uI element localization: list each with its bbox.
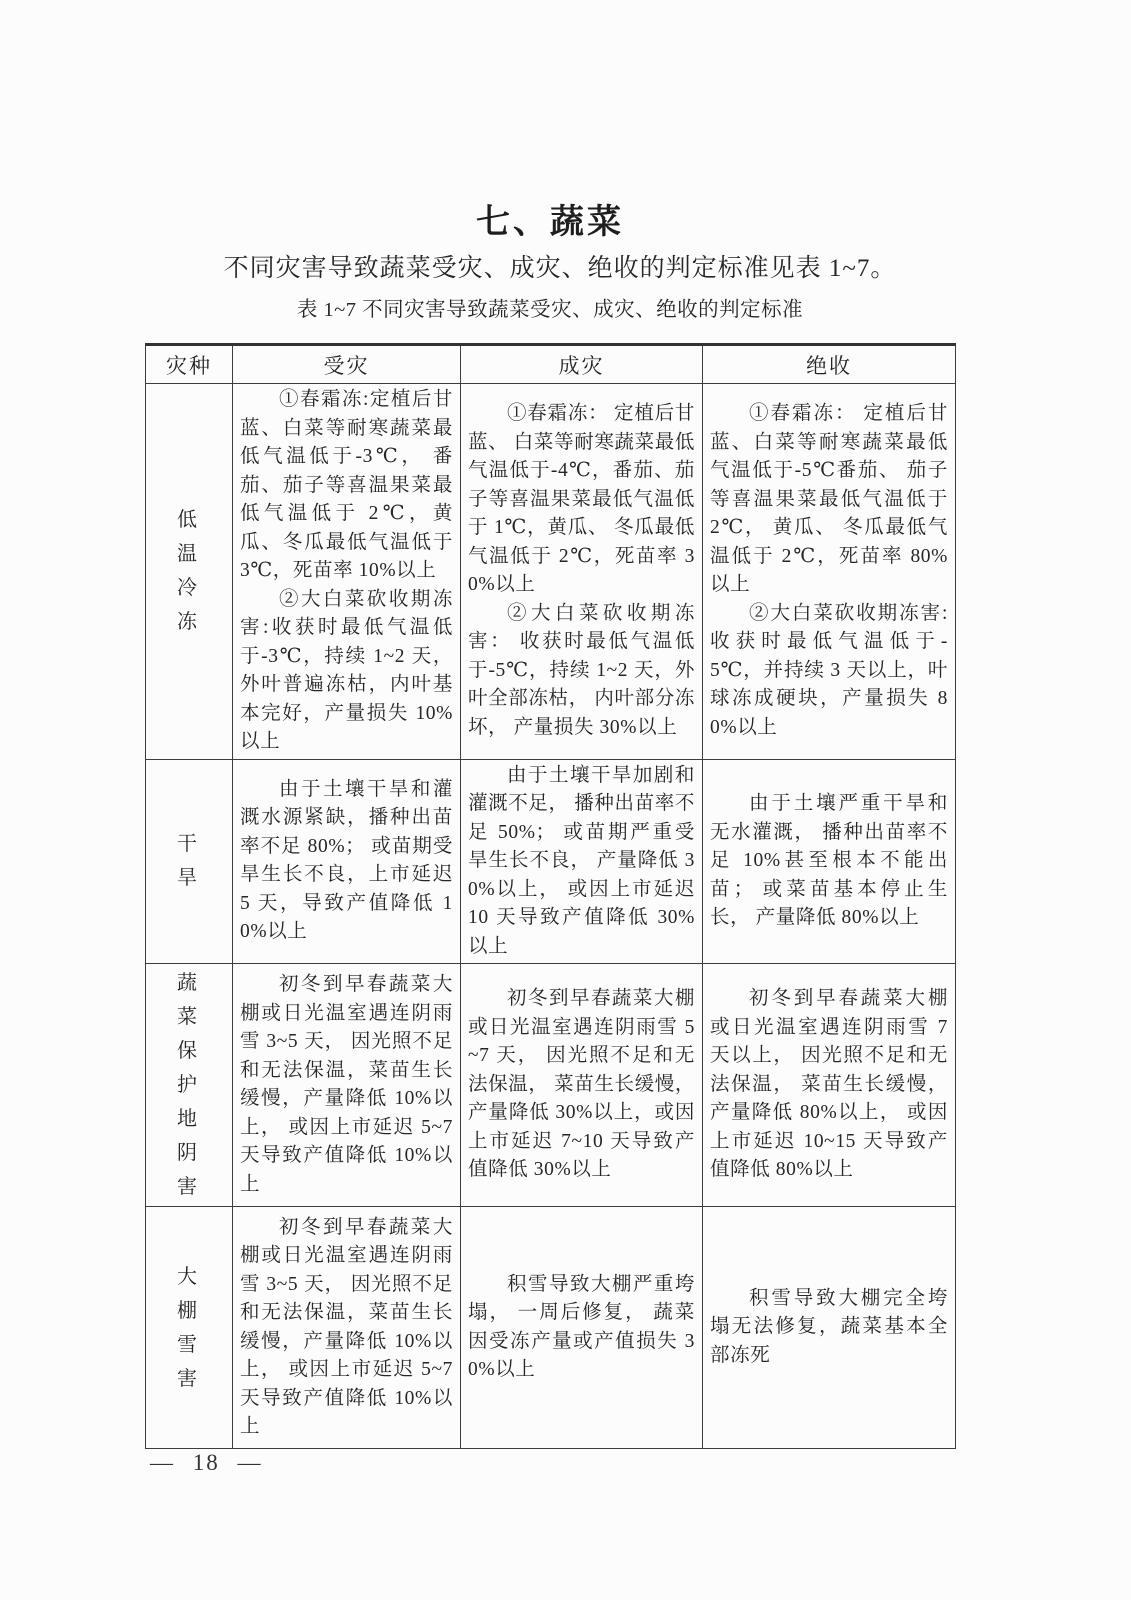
paragraph: ①春霜冻： 定植后甘蓝、 白菜等耐寒蔬菜最低气温低于-4℃，番茄、茄子等喜温果菜最低气温低于 1℃，黄瓜、 冬瓜最低气温低于 2℃，死苗率 30%以上	[468, 403, 695, 596]
cell-chengzai	[461, 964, 703, 1207]
cell-jueshou	[703, 1207, 956, 1449]
table-row-low-temp-freeze	[146, 384, 956, 760]
paragraph: 由于土壤严重干旱和无水灌溉， 播种出苗率不足 10%甚至根本不能出苗； 或菜苗基本停止生长， 产量降低 80%以上	[710, 793, 948, 928]
paragraph: 积雪导致大棚完全垮塌无法修复，蔬菜基本全部冻死	[710, 1287, 948, 1366]
paragraph: ①春霜冻： 定植后甘蓝、白菜等耐寒蔬菜最低气温低于-5℃番茄、 茄子等喜温果菜最低气温低于 2℃， 黄瓜、 冬瓜最低气温低于 2℃，死苗率 80%以上	[710, 403, 948, 596]
row-label-low-temp-freeze	[146, 384, 233, 760]
page-title: 七、蔬菜	[476, 203, 624, 241]
header-row	[146, 345, 956, 384]
paragraph: 由于土壤干旱加剧和灌溉不足， 播种出苗率不足 50%； 或苗期严重受旱生长不良， 产量降低 30%以上， 或因上市延迟 10 天导致产值降低 30%以上	[468, 764, 695, 957]
col-header-disaster: 灾种	[146, 345, 233, 384]
cell-chengzai	[461, 1207, 703, 1449]
paragraph: ②大白菜砍收期冻害:收获时最低气温低于-3℃，持续 1~2 天，外叶普遍冻枯，内叶基本完好，产量损失 10%以上	[240, 588, 453, 752]
paragraph: 由于土壤干旱和灌溉水源紧缺，播种出苗率不足 80%； 或苗期受旱生长不良，上市延迟 5 天，导致产值降低 10%以上	[240, 778, 453, 943]
cell-shouzai	[233, 1207, 461, 1449]
table-row-protected-field-shade	[146, 964, 956, 1207]
criteria-table	[145, 343, 956, 1449]
paragraph: 积雪导致大棚严重垮塌， 一周后修复， 蔬菜因受冻产量或产值损失 30%以上	[468, 1273, 695, 1380]
paragraph: ②大白菜砍收期冻害： 收获时最低气温低于-5℃，持续 1~2 天，外叶全部冻枯， 内叶部分冻坏， 产量损失 30%以上	[468, 602, 695, 738]
row-label-text: 干旱	[177, 833, 201, 890]
table-row-greenhouse-snow	[146, 1207, 956, 1449]
row-label-text: 低温冷冻	[177, 509, 201, 634]
cell-jueshou	[703, 384, 956, 760]
paragraph: 初冬到早春蔬菜大棚或日光温室遇连阴雨雪 5~7 天， 因光照不足和无法保温， 菜苗生长缓慢， 产量降低 30%以上，或因上市延迟 7~10 天导致产值降低 30%以上	[468, 988, 695, 1181]
cell-chengzai	[461, 759, 703, 964]
table-row-drought	[146, 759, 956, 964]
paragraph: 初冬到早春蔬菜大棚或日光温室遇连阴雨雪 7 天以上， 因光照不足和无法保温， 菜苗生长缓慢，产量降低 80%以上， 或因上市延迟 10~15 天导致产值降低 80%以上	[710, 988, 948, 1181]
row-label-greenhouse-snow	[146, 1207, 233, 1449]
row-label-protected-field-shade	[146, 964, 233, 1207]
row-label-drought	[146, 759, 233, 964]
col-header-jueshou: 绝收	[703, 345, 956, 384]
col-header-shouzai: 受灾	[233, 345, 461, 384]
col-header-chengzai: 成灾	[461, 345, 703, 384]
paragraph: ①春霜冻:定植后甘蓝、白菜等耐寒蔬菜最低气温低于-3℃， 番茄、茄子等喜温果菜最低气温低于 2℃，黄瓜、冬瓜最低气温低于 3℃，死苗率 10%以上	[240, 389, 453, 581]
cell-jueshou	[703, 759, 956, 964]
page-number: — 18 —	[150, 1450, 263, 1475]
cell-shouzai	[233, 759, 461, 964]
paragraph: ②大白菜砍收期冻害: 收获时最低气温低于-5℃，并持续 3 天以上，叶球冻成硬块，产量损失 80%以上	[710, 602, 948, 738]
cell-jueshou	[703, 964, 956, 1207]
row-label-text: 大棚雪害	[177, 1265, 201, 1390]
table-container	[145, 343, 955, 1449]
intro-text: 不同灾害导致蔬菜受灾、成灾、绝收的判定标准见表 1~7。	[223, 255, 897, 282]
row-label-text: 蔬菜保护地阴害	[177, 972, 201, 1198]
cell-shouzai	[233, 384, 461, 760]
paragraph: 初冬到早春蔬菜大棚或日光温室遇连阴雨雪 3~5 天， 因光照不足和无法保温，菜苗生长缓慢，产量降低 10%以上， 或因上市延迟 5~7 天导致产值降低 10%以上	[240, 1216, 453, 1437]
cell-chengzai	[461, 384, 703, 760]
cell-shouzai	[233, 964, 461, 1207]
paragraph: 初冬到早春蔬菜大棚或日光温室遇连阴雨雪 3~5 天， 因光照不足和无法保温，菜苗生长缓慢，产量降低 10%以上， 或因上市延迟 5~7 天导致产值降低 10%以上	[240, 974, 453, 1195]
table-caption: 表 1~7 不同灾害导致蔬菜受灾、成灾、绝收的判定标准	[296, 299, 804, 321]
